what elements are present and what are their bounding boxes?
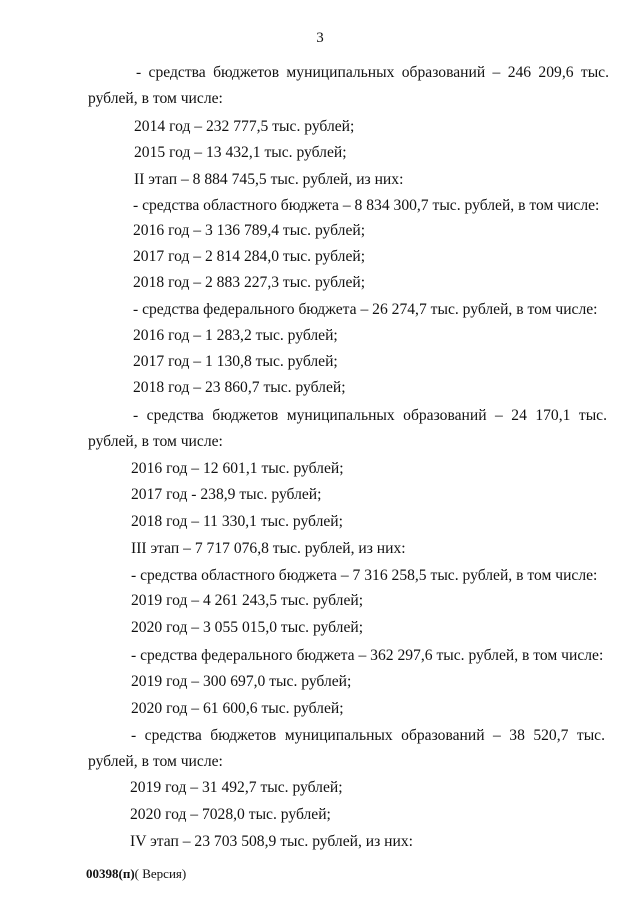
- text-line: - средства бюджетов муниципальных образований – 38 520,7 тыс.: [131, 727, 605, 744]
- text-line: 2020 год – 3 055 015,0 тыс. рублей;: [131, 619, 364, 636]
- text-line: 2020 год – 61 600,6 тыс. рублей;: [131, 700, 344, 717]
- text-line: 2015 год – 13 432,1 тыс. рублей;: [134, 144, 347, 161]
- text-line: 2018 год – 2 883 227,3 тыс. рублей;: [133, 274, 366, 291]
- page-number: 3: [316, 30, 324, 46]
- text-line: - средства областного бюджета – 8 834 300,7 тыс. рублей, в том числе:: [133, 197, 600, 214]
- text-line: 2016 год – 1 283,2 тыс. рублей;: [133, 327, 338, 344]
- document-footer: [86, 866, 186, 882]
- text-line: 2017 год – 1 130,8 тыс. рублей;: [133, 353, 338, 370]
- text-line: 2019 год – 31 492,7 тыс. рублей;: [130, 779, 343, 796]
- text-line: 2020 год – 7028,0 тыс. рублей;: [130, 806, 331, 823]
- text-line: 2014 год – 232 777,5 тыс. рублей;: [134, 118, 355, 135]
- text-line: - средства федерального бюджета – 26 274,7 тыс. рублей, в том числе:: [133, 301, 598, 318]
- text-line: - средства федерального бюджета – 362 297,6 тыс. рублей, в том числе:: [131, 647, 604, 664]
- text-line: - средства бюджетов муниципальных образований – 24 170,1 тыс.: [133, 407, 607, 424]
- text-line: II этап – 8 884 745,5 тыс. рублей, из них:: [134, 171, 404, 188]
- text-line: 2018 год – 23 860,7 тыс. рублей;: [133, 379, 346, 396]
- text-line: - средства бюджетов муниципальных образований – 246 209,6 тыс.: [136, 64, 609, 81]
- text-line: 2017 год - 238,9 тыс. рублей;: [131, 486, 322, 503]
- text-line: 2019 год – 300 697,0 тыс. рублей;: [131, 673, 352, 690]
- text-line: 2019 год – 4 261 243,5 тыс. рублей;: [131, 592, 364, 609]
- text-line: рублей, в том числе:: [88, 90, 223, 107]
- text-line: III этап – 7 717 076,8 тыс. рублей, из них:: [131, 540, 406, 557]
- text-line: - средства областного бюджета – 7 316 258,5 тыс. рублей, в том числе:: [131, 567, 598, 584]
- text-line: 2018 год – 11 330,1 тыс. рублей;: [131, 513, 343, 530]
- text-line: IV этап – 23 703 508,9 тыс. рублей, из них:: [130, 833, 413, 850]
- document-version: ( Версия): [134, 866, 187, 881]
- text-line: рублей, в том числе:: [88, 433, 223, 450]
- text-line: 2016 год – 12 601,1 тыс. рублей;: [131, 460, 344, 477]
- text-line: 2016 год – 3 136 789,4 тыс. рублей;: [133, 222, 366, 239]
- document-code: 00398(п): [86, 866, 135, 881]
- text-line: рублей, в том числе:: [88, 753, 223, 770]
- text-line: 2017 год – 2 814 284,0 тыс. рублей;: [133, 248, 366, 265]
